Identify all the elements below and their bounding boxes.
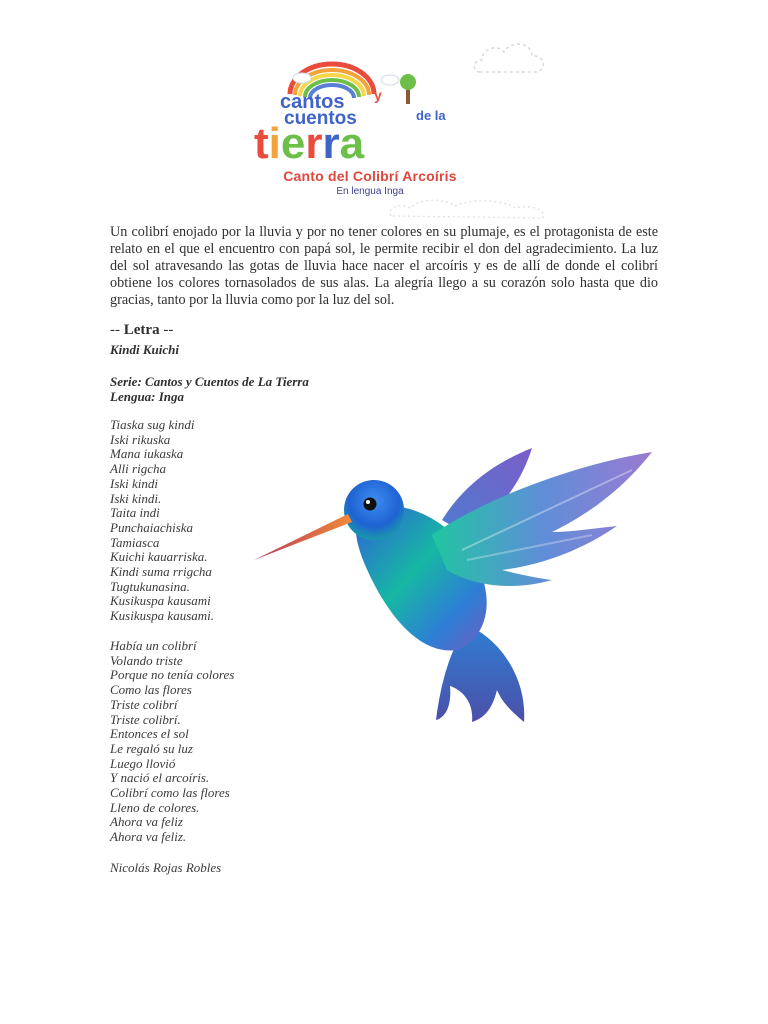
song-meta [110,375,309,404]
logo-line1: cantos [280,91,345,113]
verse-line: Tiaska sug kindi [110,417,195,432]
logo-line3: tierra [254,119,365,168]
logo-language-caption: En lengua Inga [336,186,404,197]
verse-line: Punchaiachiska [110,519,194,535]
verse-line: Kusikuspa kausami. [110,608,214,624]
verse-line: Triste colibrí [110,696,178,712]
verse-line: Iski rikuska [110,431,171,447]
logo-connector-dela: de la [416,108,446,123]
verse-line: Entonces el sol [110,726,189,742]
verse-line: Como las flores [110,682,192,698]
logo-subtitle: Canto del Colibrí Arcoíris [283,168,457,184]
lyrics-heading-suffix: -- [159,322,174,338]
intro-paragraph: Un colibrí enojado por la lluvia y por no tener colores en su plumaje, es el protagonista de este relato en el que el encuentro con papá sol, le permite recibir el don del agradecimiento. La luz del sol atravesando las gotas de lluvia hace nacer el arcoíris y es de allí de donde el colibrí obtiene los colores tornasolados de sus alas. La alegría llego a su corazón solo hasta que dio gracias, tanto por la lluvia como por la luz del sol. [110,224,658,308]
verse-line: Porque no tenía colores [110,667,235,683]
song-title: Kindi Kuichi [110,342,179,357]
verse-line: Había un colibrí [110,638,197,653]
lyrics-heading [110,322,173,339]
verse-line: Volando triste [110,652,183,668]
verse-line: Iski kindi [110,475,159,491]
verse-line: Kuichi kauarriska. [110,549,208,565]
cantos-y-cuentos-logo-icon [240,58,520,168]
lyrics-heading-label: Letra [123,322,160,338]
author-name: Nicolás Rojas Robles [110,860,222,875]
verse-line: Lleno de colores. [110,799,200,815]
verse-line: Ahora va feliz [110,814,183,830]
verse-line: Alli rigcha [110,461,166,477]
lyrics-heading-prefix: -- [110,322,124,338]
verse-line: Luego llovió [110,755,176,771]
verse-spanish [110,639,234,845]
verse-line: Mana iukaska [110,446,184,462]
verse-line: Ahora va feliz. [110,829,187,845]
logo-connector-y: y [374,87,382,103]
language-line: Lengua: Inga [110,388,185,404]
verse-line: Iski kindi. [110,490,162,506]
verse-line: Le regaló su luz [110,740,193,756]
verse-line: Colibrí como las flores [110,785,230,801]
verse-line: Tamiasca [110,534,160,550]
verse-inga [110,418,214,624]
verse-line: Kusikuspa kausami [110,593,211,609]
logo-line2: cuentos [284,108,357,129]
verse-line: Tugtukunasina. [110,578,190,594]
hummingbird-illustration-icon [252,440,657,725]
verse-line: Taita indi [110,505,160,521]
verse-line: Triste colibrí. [110,711,181,727]
verse-line: Y nació el arcoíris. [110,770,210,786]
verse-line: Kindi suma rrigcha [110,564,212,580]
series-line: Serie: Cantos y Cuentos de La Tierra [110,374,309,389]
